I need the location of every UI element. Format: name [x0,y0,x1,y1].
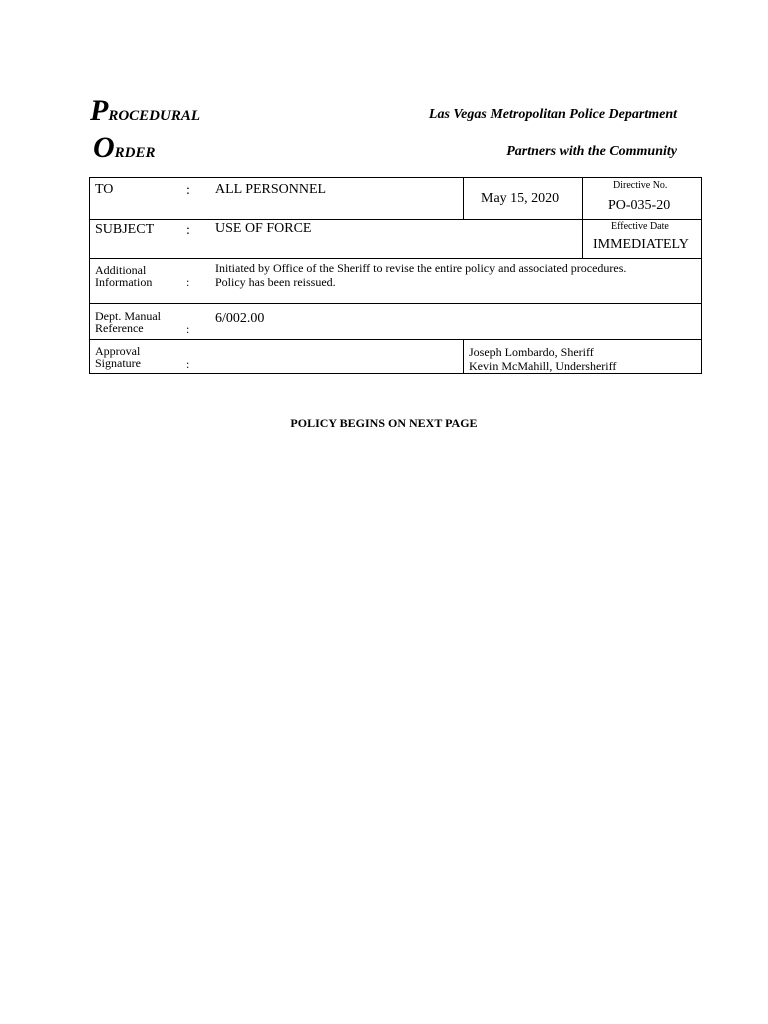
title-rest-order: RDER [114,145,156,161]
approval-signature-label-line2: Signature [95,356,141,370]
department-motto: Partners with the Community [506,144,677,159]
approval-signers [469,345,616,373]
approval-signature-label [95,345,141,369]
signer-col-divider [463,339,464,373]
row-divider-3 [90,303,701,304]
document-title-order [93,131,156,165]
additional-info-label [95,264,152,288]
subject-label: SUBJECT [95,222,155,237]
directive-cell-divider [582,219,701,220]
effective-date-label: Effective Date [611,221,669,232]
department-name: Las Vegas Metropolitan Police Department [428,107,677,122]
approval-signature-label-line1: Approval [95,344,141,358]
row-divider-2 [90,258,701,259]
to-label: TO [95,182,114,197]
issue-date: May 15, 2020 [481,191,560,206]
approval-signature-colon: : [186,357,190,371]
title-initial-p: P [90,94,109,127]
additional-info-line2: Policy has been reissued. [215,275,336,289]
additional-info-label-line1: Additional [95,263,147,277]
policy-begins-note: POLICY BEGINS ON NEXT PAGE [290,416,478,430]
manual-reference-label [95,310,161,334]
additional-info-value [215,261,626,289]
title-initial-o: O [93,131,115,164]
document-title-procedural [90,94,200,128]
manual-reference-value: 6/002.00 [215,311,265,326]
to-value: ALL PERSONNEL [215,182,327,197]
row-divider-4 [90,339,701,340]
title-rest-procedural: ROCEDURAL [108,108,201,124]
manual-reference-colon: : [186,322,190,336]
signer-undersheriff: Kevin McMahill, Undersheriff [469,359,617,373]
to-colon: : [186,183,190,198]
effective-date-value: IMMEDIATELY [593,237,689,252]
subject-value: USE OF FORCE [215,221,312,236]
additional-info-line1: Initiated by Office of the Sheriff to revise the entire policy and associated procedures. [215,261,627,275]
directive-number: PO-035-20 [608,198,671,213]
order-info-table [89,177,702,374]
directive-col-divider [582,178,583,258]
manual-reference-label-line2: Reference [95,321,144,335]
date-col-divider [463,178,464,219]
additional-info-label-line2: Information [95,275,153,289]
additional-info-colon: : [186,275,190,289]
subject-colon: : [186,223,190,238]
signer-sheriff: Joseph Lombardo, Sheriff [469,345,594,359]
manual-reference-label-line1: Dept. Manual [95,309,161,323]
directive-label: Directive No. [613,180,668,191]
